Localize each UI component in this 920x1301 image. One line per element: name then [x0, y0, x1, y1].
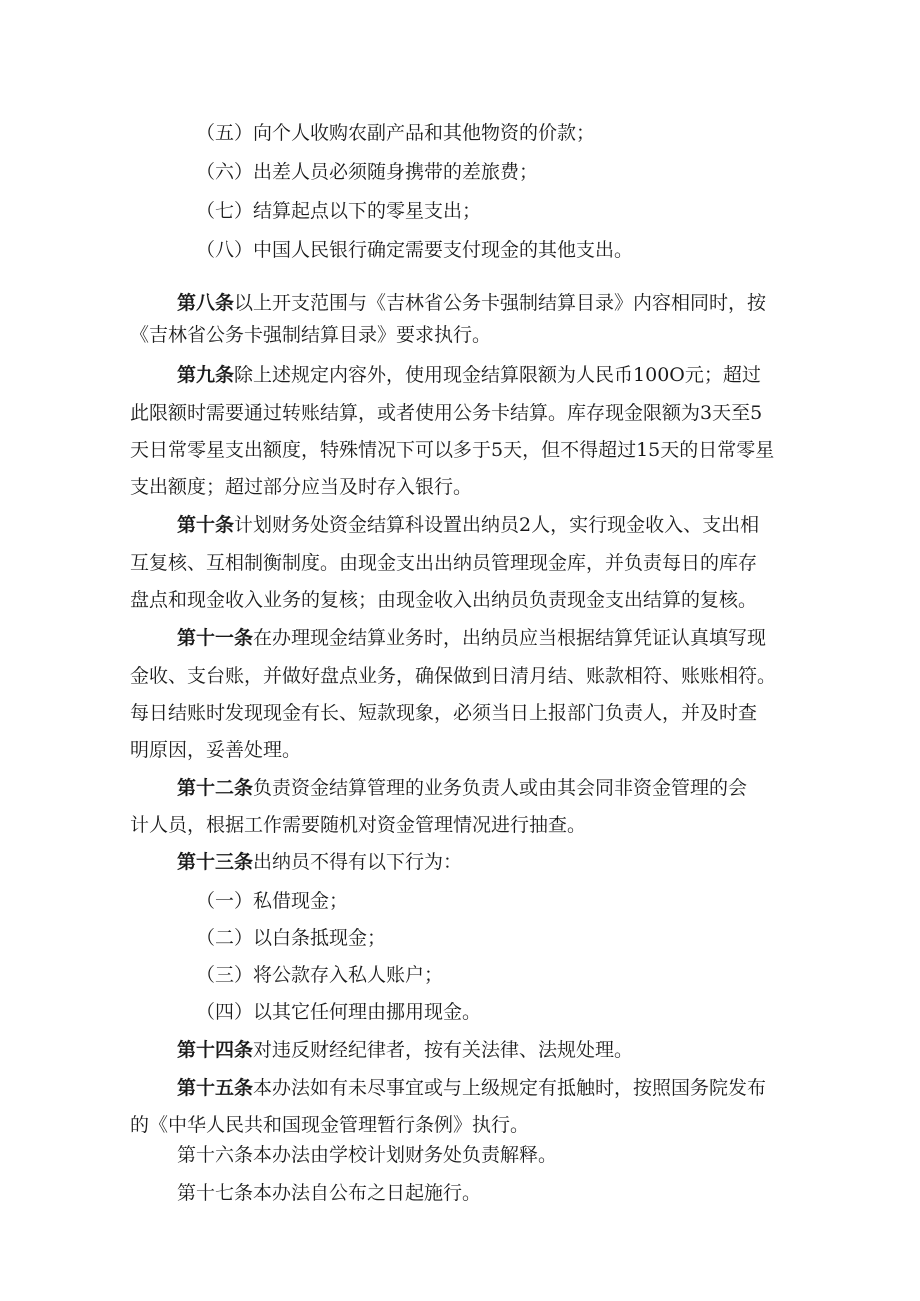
article-11-line-3: 每日结账时发现现金有长、短款现象，必须当日上报部门负责人，并及时查	[130, 702, 758, 724]
article-16: 第十六条本办法由学校计划财务处负责解释。	[177, 1144, 558, 1166]
article-13-item-2: （二）以白条抵现金；	[196, 927, 387, 949]
article-10-title: 第十条	[177, 514, 235, 536]
article-14-line-1	[177, 1037, 633, 1063]
article-13-item-4: （四）以其它任何理由挪用现金。	[196, 1001, 482, 1023]
article-12-text: 负责资金结算管理的业务负责人或由其会同非资金管理的会	[253, 777, 748, 799]
article-13-item-3: （三）将公款存入私人账户；	[196, 964, 444, 986]
list-item-6: （六）出差人员必须随身携带的差旅费；	[196, 161, 539, 183]
article-13-line-1	[177, 849, 462, 875]
article-12-line-2: 计人员，根据工作需要随机对资金管理情况进行抽查。	[130, 814, 587, 836]
article-9-line-4: 支出额度；超过部分应当及时存入银行。	[130, 476, 473, 498]
article-13-item-1: （一）私借现金；	[196, 890, 349, 912]
article-13-title: 第十三条	[177, 851, 254, 873]
article-15-title: 第十五条	[177, 1077, 254, 1099]
article-10-line-2: 互复核、互相制衡制度。由现金支出出纳员管理现金库，并负责每日的库存	[130, 552, 758, 574]
article-9-line-2: 此限额时需要通过转账结算，或者使用公务卡结算。库存现金限额为3天至5	[130, 402, 763, 424]
article-10-text: 计划财务处资金结算科设置出纳员2人，实行现金收入、支出相	[234, 514, 760, 536]
article-8-line-1	[177, 290, 766, 316]
article-15-line-1	[177, 1075, 766, 1101]
article-13-text: 出纳员不得有以下行为：	[253, 851, 463, 873]
article-9-title: 第九条	[177, 364, 235, 386]
article-8-line-2: 《吉林省公务卡强制结算目录》要求执行。	[130, 324, 492, 346]
list-item-5: （五）向个人收购农副产品和其他物资的价款；	[196, 122, 596, 144]
article-11-line-1	[177, 625, 766, 651]
article-11-text: 在办理现金结算业务时，出纳员应当根据结算凭证认真填写现	[253, 627, 767, 649]
article-8-title: 第八条	[177, 292, 235, 314]
article-11-line-4: 明原因，妥善处理。	[130, 739, 302, 761]
article-12-line-1	[177, 775, 747, 801]
article-14-title: 第十四条	[177, 1039, 254, 1061]
article-9-line-1	[177, 362, 761, 388]
article-15-line-2: 的《中华人民共和国现金管理暂行条例》执行。	[130, 1114, 530, 1136]
article-10-line-1	[177, 512, 759, 538]
article-15-text: 本办法如有未尽事宜或与上级规定有抵触时，按照国务院发布	[253, 1077, 767, 1099]
article-12-title: 第十二条	[177, 777, 254, 799]
article-9-line-3: 天日常零星支出额度，特殊情况下可以多于5天，但不得超过15天的日常零星	[130, 439, 775, 461]
article-8-text: 以上开支范围与《吉林省公务卡强制结算目录》内容相同时，按	[234, 292, 767, 314]
article-9-text: 除上述规定内容外，使用现金结算限额为人民币100O元；超过	[234, 364, 761, 386]
article-10-line-3: 盘点和现金收入业务的复核；由现金收入出纳员负责现金支出结算的复核。	[130, 589, 758, 611]
list-item-8: （八）中国人民银行确定需要支付现金的其他支出。	[196, 239, 634, 261]
article-11-line-2: 金收、支台账，并做好盘点业务，确保做到日清月结、账款相符、账账相符。	[130, 665, 777, 687]
article-11-title: 第十一条	[177, 627, 254, 649]
article-17: 第十七条本办法自公布之日起施行。	[177, 1182, 482, 1204]
article-14-text: 对违反财经纪律者，按有关法律、法规处理。	[253, 1039, 634, 1061]
list-item-7: （七）结算起点以下的零星支出；	[196, 200, 482, 222]
